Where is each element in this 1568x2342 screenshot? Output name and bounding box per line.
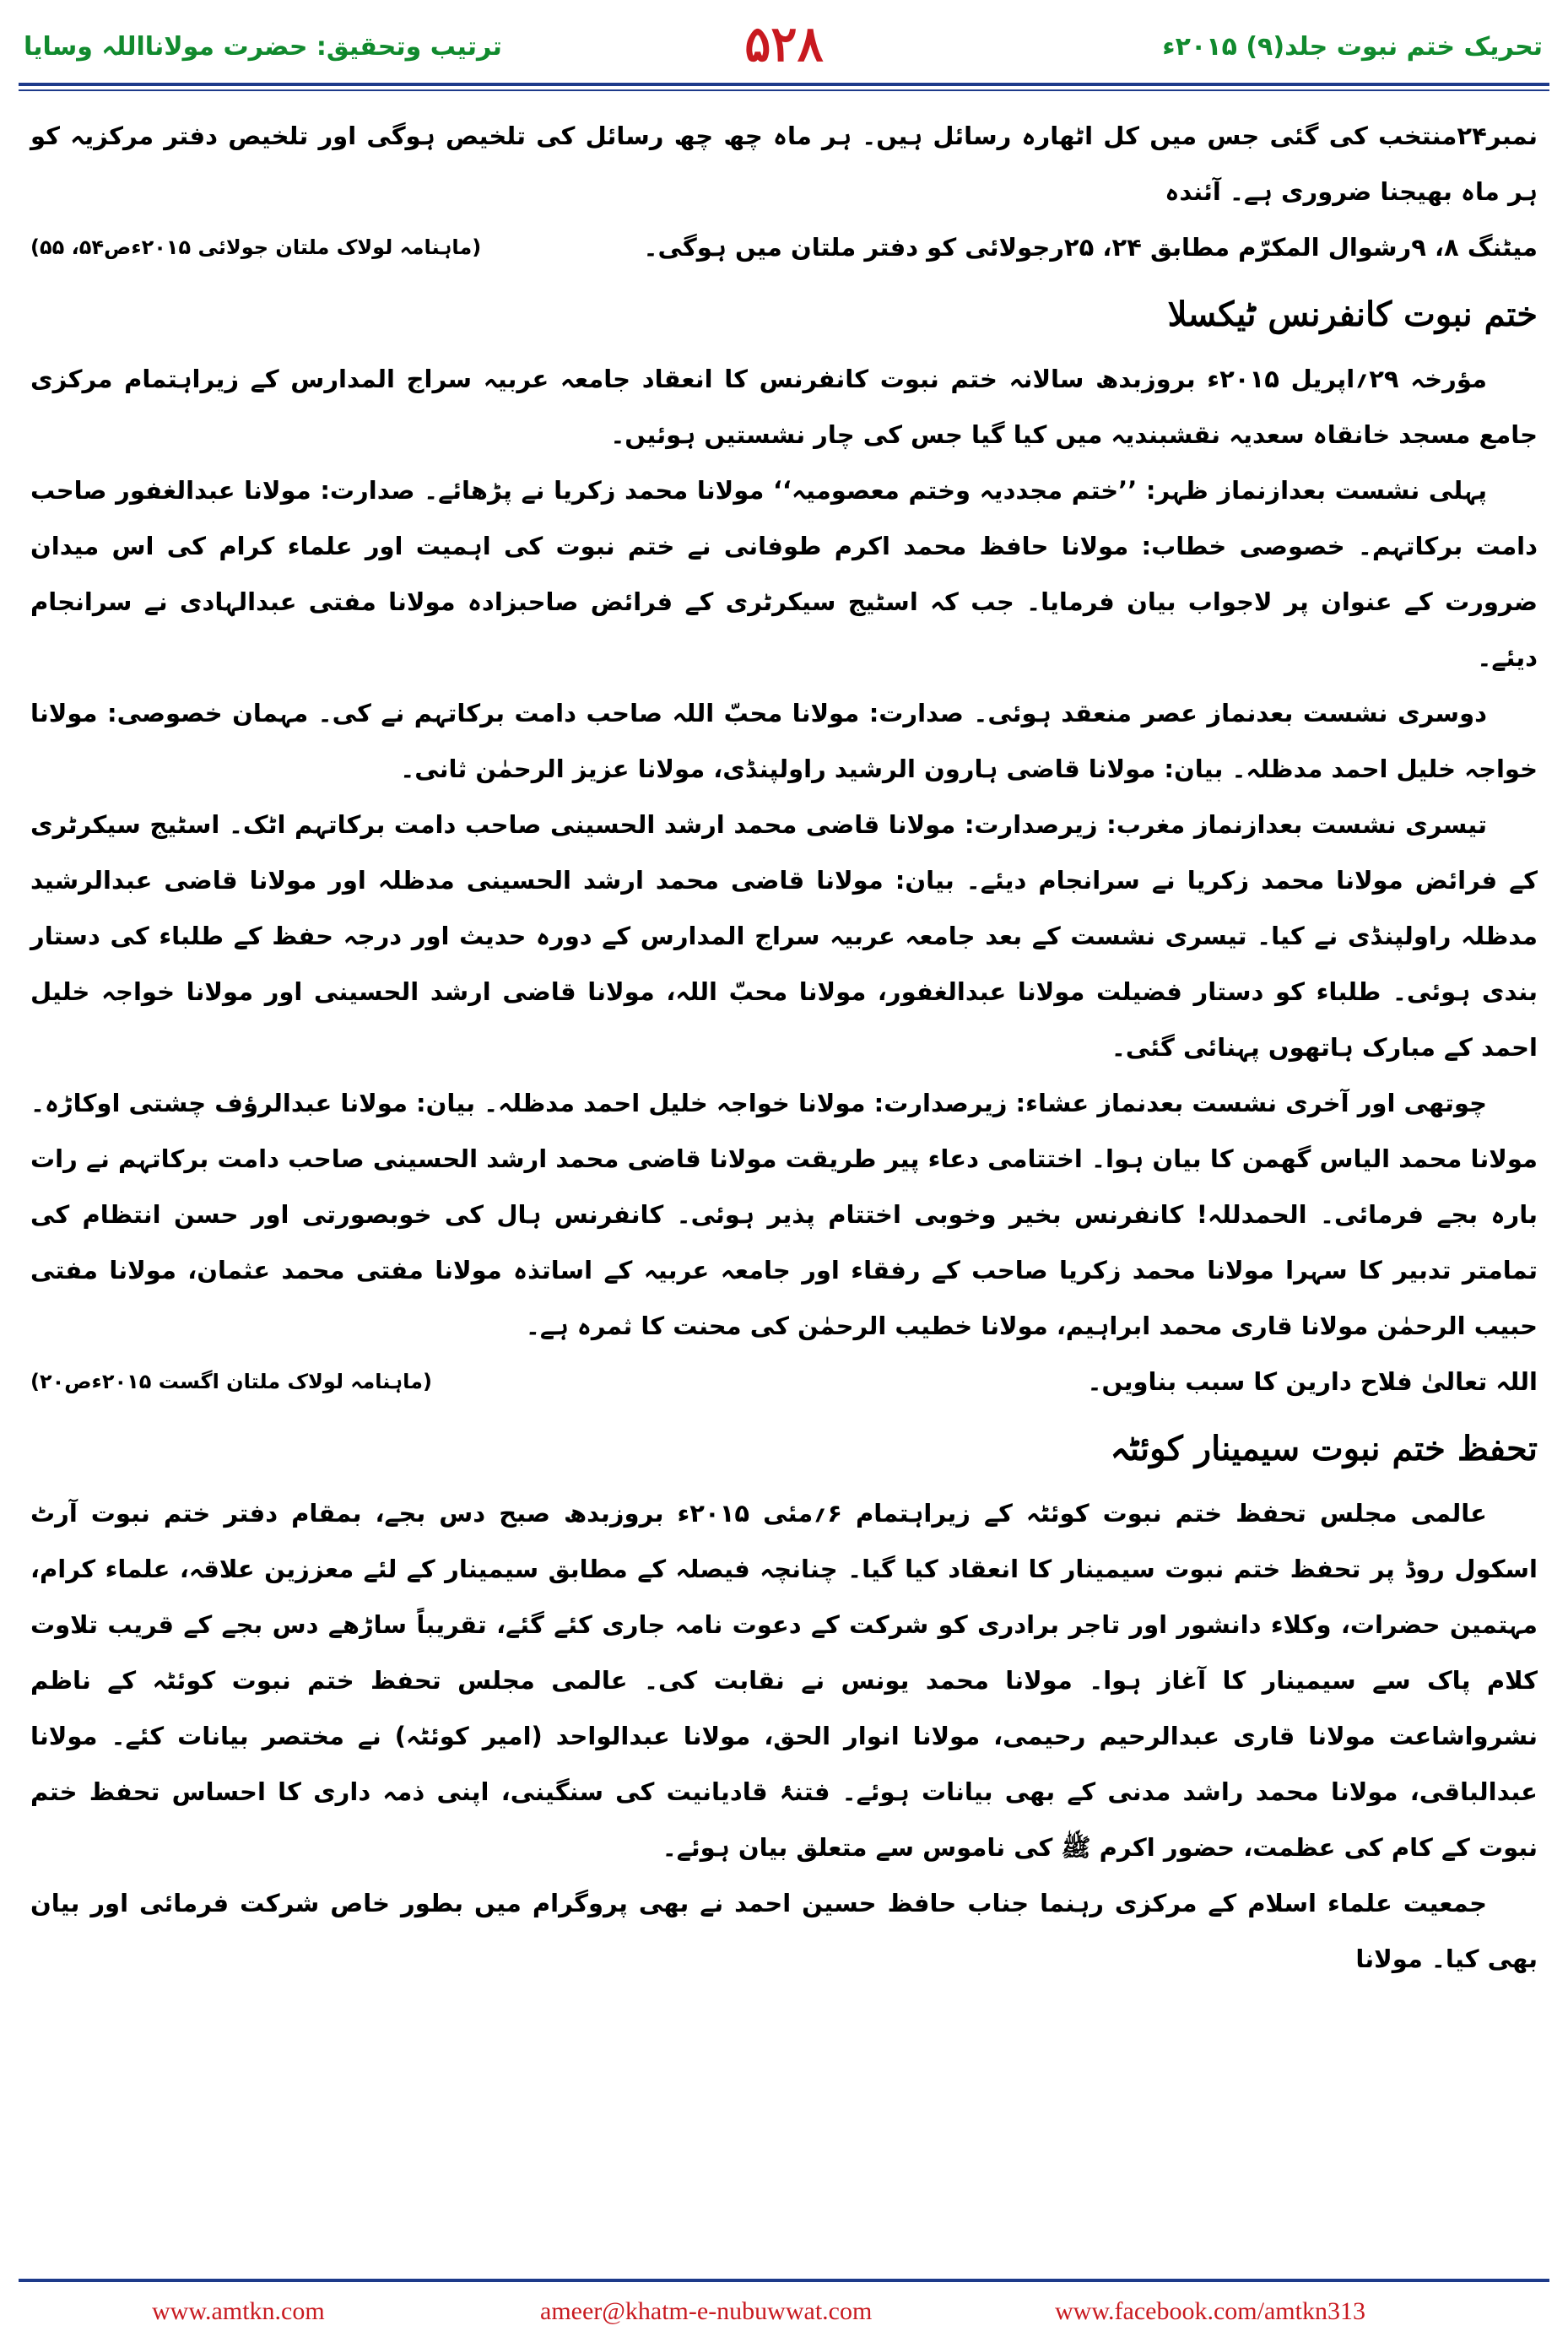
footer-divider: [19, 2279, 1549, 2282]
paragraph: پہلی نشست بعدازنماز ظہر: ’’ختم مجددیہ وختم معصومیہ‘‘ مولانا محمد زکریا نے پڑھائے۔ صدارت: مولانا عبدالغفور صاحب دامت برکاتہم۔ خصوصی خطاب: مولانا حافظ محمد اکرم طوفانی نے ختم نبوت کی اہمیت اور علماء کرام کی اس میدان ضرورت کے عنوان پر لاجواب بیان فرمایا۔ جب کہ اسٹیج سیکرٹری کے فرائض صاحبزادہ مولانا مفتی عبدالہادی نے سرانجام دیئے۔: [30, 476, 1538, 672]
source-citation: (ماہنامہ لولاک ملتان اگست ۲۰۱۵ءص۲۰): [30, 1370, 432, 1393]
book-title: تحریک ختم نبوت جلد(۹) ۲۰۱۵ء: [1162, 32, 1543, 62]
paragraph-text: میٹنگ ۸، ۹رشوال المکرّم مطابق ۲۴، ۲۵رجولائی کو دفتر ملتان میں ہوگی۔: [643, 233, 1538, 262]
email-link[interactable]: ameer@khatm-e-nubuwwat.com: [540, 2297, 873, 2325]
paragraph: جمعیت علماء اسلام کے مرکزی رہنما جناب حافظ حسین احمد نے بھی پروگرام میں بطور خاص شرکت فرمائی اور بیان بھی کیا۔ مولانا: [30, 1889, 1538, 1973]
page-header: [0, 0, 1568, 100]
paragraph: عالمی مجلس تحفظ ختم نبوت کوئٹہ کے زیراہتمام ۶؍مئی ۲۰۱۵ء بروزبدھ صبح دس بجے، بمقام دفتر ختم نبوت آرٹ اسکول روڈ پر تحفظ ختم نبوت سیمینار کا انعقاد کیا گیا۔ چنانچہ فیصلہ کے مطابق سیمینار کے لئے معززین علاقہ، علماء کرام، مہتمین حضرات، وکلاء دانشور اور تاجر برادری کو شرکت کے دعوت نامہ جاری کئے گئے، تقریباً ساڑھے دس بجے کے قریب تلاوت کلام پاک سے سیمینار کا آغاز ہوا۔ مولانا محمد یونس نے نقابت کی۔ عالمی مجلس تحفظ ختم نبوت کوئٹہ کے ناظم نشرواشاعت مولانا قاری عبدالرحیم رحیمی، مولانا انوار الحق، مولانا عبدالواحد (امیر کوئٹہ) نے مختصر بیانات کئے۔ مولانا عبدالباقی، مولانا محمد راشد مدنی کے بھی بیانات ہوئے۔ فتنۂ قادیانیت کی سنگینی، اپنی ذمہ داری کا احساس تحفظ ختم نبوت کے کام کی عظمت، حضور اکرم ﷺ کی ناموس سے متعلق بیان ہوئے۔: [30, 1499, 1538, 1862]
header-divider: [19, 83, 1549, 86]
paragraph: دوسری نشست بعدنماز عصر منعقد ہوئی۔ صدارت: مولانا محبّ اللہ صاحب دامت برکاتہم نے کی۔ مہمان خصوصی: مولانا خواجہ خلیل احمد مدظلہ۔ بیان: مولانا قاضی ہارون الرشید راولپنڈی، مولانا عزیز الرحمٰن ثانی۔: [30, 699, 1538, 783]
facebook-link[interactable]: www.facebook.com/amtkn313: [1055, 2297, 1365, 2325]
compiler-title: ترتیب وتحقیق: حضرت مولانااللہ وسایا: [24, 32, 502, 62]
section-heading: تحفظ ختم نبوت سیمینار کوئٹہ: [1110, 1429, 1538, 1468]
paragraph: چوتھی اور آخری نشست بعدنماز عشاء: زیرصدارت: مولانا خواجہ خلیل احمد مدظلہ۔ بیان: مولانا عبدالرؤف چشتی اوکاڑہ۔ مولانا محمد الیاس گھمن کا بیان ہوا۔ اختتامی دعاء پیر طریقت مولانا قاضی محمد ارشد الحسینی صاحب دامت برکاتہم نے رات بارہ بجے فرمائی۔ الحمدللہ! کانفرنس بخیر وخوبی اختتام پذیر ہوئی۔ کانفرنس ہال کی خوبصورتی اور حسن انتظام کی تمامتر تدبیر کا سہرا مولانا محمد زکریا صاحب کے رفقاء اور جامعہ عربیہ کے اساتذہ مولانا مفتی محمد عثمان، مولانا مفتی حبیب الرحمٰن مولانا قاری محمد ابراہیم، مولانا خطیب الرحمٰن کی محنت کا ثمرہ ہے۔: [30, 1089, 1538, 1340]
paragraph: [30, 1354, 1538, 1409]
header-divider-thin: [19, 89, 1549, 91]
page-footer: [0, 2279, 1568, 2342]
page-number: ۵۲۸: [744, 15, 824, 73]
paragraph: [30, 219, 1538, 275]
page-body: [30, 108, 1538, 1987]
paragraph: تیسری نشست بعدازنماز مغرب: زیرصدارت: مولانا قاضی محمد ارشد الحسینی صاحب دامت برکاتہم اٹک۔ اسٹیج سیکرٹری کے فرائض مولانا محمد زکریا نے سرانجام دیئے۔ بیان: مولانا قاضی محمد ارشد الحسینی مدظلہ اور مولانا قاضی عبدالرشید مدظلہ راولپنڈی نے کیا۔ تیسری نشست کے بعد جامعہ عربیہ سراج المدارس کے دورہ حدیث اور درجہ حفظ کے طلباء کی دستار بندی ہوئی۔ طلباء کو دستار فضیلت مولانا عبدالغفور، مولانا محبّ اللہ، مولانا قاضی ارشد الحسینی اور مولانا خواجہ خلیل احمد کے مبارک ہاتھوں پہنائی گئی۔: [30, 810, 1538, 1062]
source-citation: (ماہنامہ لولاک ملتان جولائی ۲۰۱۵ءص۵۴، ۵۵): [30, 235, 482, 259]
website-link[interactable]: www.amtkn.com: [152, 2297, 325, 2325]
paragraph: نمبر۲۴منتخب کی گئی جس میں کل اٹھارہ رسائل ہیں۔ ہر ماہ چھ چھ رسائل کی تلخیص ہوگی اور تلخیص دفتر مرکزیہ کو ہر ماہ بھیجنا ضروری ہے۔ آئندہ: [30, 122, 1538, 206]
paragraph-text: اللہ تعالیٰ فلاح دارین کا سبب بناویں۔: [1087, 1367, 1538, 1396]
section-heading: ختم نبوت کانفرنس ٹیکسلا: [1167, 295, 1538, 334]
paragraph: مؤرخہ ۲۹؍اپریل ۲۰۱۵ء بروزبدھ سالانہ ختم نبوت کانفرنس کا انعقاد جامعہ عربیہ سراج المدارس کے زیراہتمام مرکزی جامع مسجد خانقاہ سعدیہ نقشبندیہ میں کیا گیا جس کی چار نشستیں ہوئیں۔: [30, 365, 1538, 449]
